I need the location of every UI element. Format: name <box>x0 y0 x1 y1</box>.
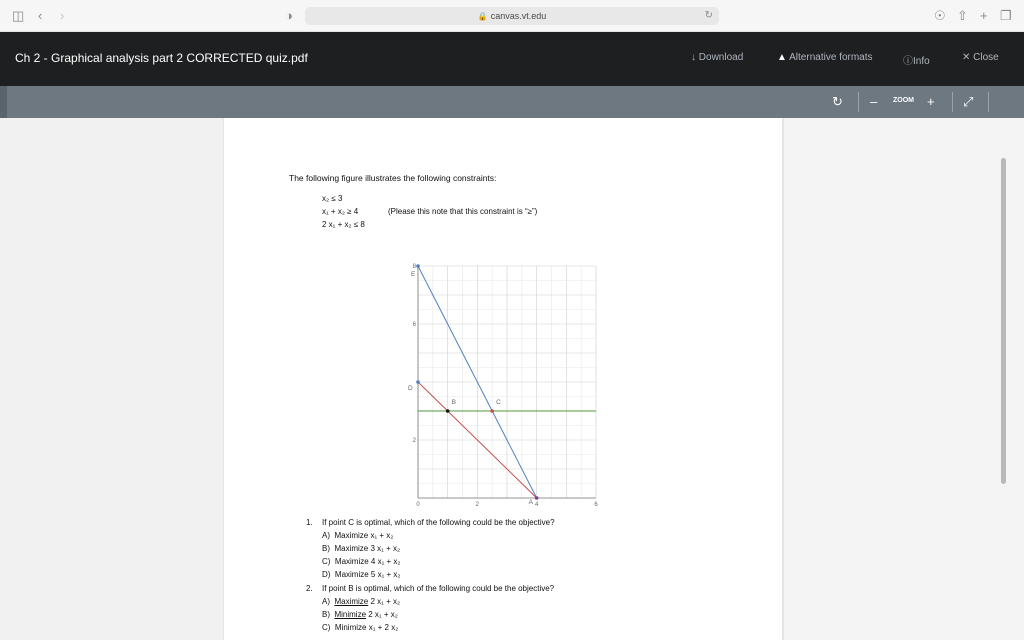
q1-option-b <box>322 544 400 553</box>
question-1-number: 1. <box>306 518 313 527</box>
forward-icon[interactable]: › <box>60 8 65 23</box>
option-verb: Maximize <box>334 544 369 553</box>
constraint-2: x₁ + x₂ ≥ 4 <box>322 207 359 216</box>
point-label-a: A <box>528 499 534 506</box>
constraint-3: 2 x₁ + x₂ ≤ 8 <box>322 220 365 229</box>
point-a <box>535 496 539 500</box>
point-label-c: C <box>496 399 501 406</box>
point-label-e: E <box>411 271 416 278</box>
viewer-content[interactable] <box>0 118 1024 640</box>
constraints-chart <box>400 254 610 514</box>
tab-overview-icon[interactable]: ❐ <box>1000 8 1012 23</box>
share-icon[interactable]: ⇧ <box>957 8 968 23</box>
q1-option-d <box>322 570 401 579</box>
fullscreen-icon[interactable]: ⤢ <box>963 94 974 109</box>
point-label-d: D <box>408 385 413 392</box>
document-title: Ch 2 - Graphical analysis part 2 CORRECTED quiz.pdf <box>15 51 308 65</box>
url-text: canvas.vt.edu <box>490 11 547 21</box>
sidebar-toggle-icon[interactable]: ◫ <box>12 8 25 23</box>
option-letter: D) <box>322 570 331 579</box>
point-c <box>490 409 494 413</box>
privacy-shield-icon[interactable]: ◑ <box>285 8 293 23</box>
option-expr: x₁ + 2 x₂ <box>368 623 399 632</box>
x-tick-label: 2 <box>475 502 480 508</box>
zoom-in-icon[interactable]: + <box>927 94 935 109</box>
toolbar-accent <box>0 86 7 118</box>
question-2-number: 2. <box>306 584 313 593</box>
toolbar-divider <box>952 92 953 112</box>
pdf-toolbar <box>0 86 1024 118</box>
q1-option-a <box>322 531 393 540</box>
option-letter: A) <box>322 531 330 540</box>
y-tick-label: 8 <box>412 264 416 270</box>
zoom-label: ZOOM <box>893 97 914 104</box>
new-tab-icon[interactable]: + <box>980 8 988 23</box>
x-tick-label: 0 <box>416 502 420 508</box>
download-button[interactable] <box>691 52 743 63</box>
downloads-icon[interactable]: ☉ <box>934 8 946 23</box>
point-b <box>446 409 450 413</box>
option-letter: C) <box>322 557 331 566</box>
option-letter: C) <box>322 623 331 632</box>
y-tick-label: 6 <box>412 322 416 328</box>
lock-icon: 🔒 <box>477 12 488 21</box>
q1-option-c <box>322 557 401 566</box>
pdf-page <box>224 118 782 640</box>
option-verb: Maximize <box>334 597 369 606</box>
toolbar-divider <box>858 92 859 112</box>
alternative-formats-button[interactable] <box>777 52 873 63</box>
back-icon[interactable]: ‹ <box>38 8 43 23</box>
info-icon: ⓘ <box>903 56 913 67</box>
browser-toolbar <box>0 0 1024 32</box>
alternative-formats-label: Alternative formats <box>789 52 873 63</box>
info-button[interactable] <box>903 52 930 67</box>
option-expr: 2 x₁ + x₂ <box>370 597 401 606</box>
option-verb: Minimize <box>334 623 367 632</box>
constraint-1: x₂ ≤ 3 <box>322 194 343 203</box>
close-icon: ✕ <box>962 52 971 63</box>
question-1-text: If point C is optimal, which of the following could be the objective? <box>322 518 555 527</box>
y-tick-label: 2 <box>412 438 416 444</box>
close-label: Close <box>973 52 999 63</box>
alternative-formats-icon: ▲ <box>777 52 787 63</box>
zoom-out-icon[interactable]: – <box>870 94 878 109</box>
download-label: Download <box>698 52 744 63</box>
option-verb: Minimize <box>334 610 367 619</box>
intro-text: The following figure illustrates the following constraints: <box>289 173 497 183</box>
option-expr: x₁ + x₂ <box>370 531 394 540</box>
point-d <box>416 380 420 384</box>
option-letter: B) <box>322 544 330 553</box>
reload-icon[interactable]: ↻ <box>704 10 713 21</box>
q2-option-b <box>322 610 398 619</box>
right-margin-pane <box>783 118 1024 640</box>
info-label: Info <box>913 56 930 67</box>
q2-option-c <box>322 623 398 632</box>
point-label-b: B <box>451 399 457 406</box>
option-expr: 5 x₁ + x₂ <box>370 570 401 579</box>
option-expr: 4 x₁ + x₂ <box>370 557 401 566</box>
x-tick-label: 4 <box>534 502 539 508</box>
option-verb: Maximize <box>334 531 369 540</box>
point-e <box>416 264 420 268</box>
option-verb: Maximize <box>334 557 369 566</box>
option-letter: B) <box>322 610 330 619</box>
option-verb: Maximize <box>334 570 369 579</box>
rotate-icon[interactable]: ↻ <box>832 94 843 109</box>
constraint-note: (Please this note that this constraint is “≥”) <box>388 207 538 216</box>
close-button[interactable] <box>962 52 999 63</box>
vertical-scrollbar[interactable] <box>1001 158 1006 484</box>
address-bar[interactable] <box>305 7 719 25</box>
option-expr: 2 x₁ + x₂ <box>368 610 398 619</box>
q2-option-a <box>322 597 400 606</box>
question-2-text: If point B is optimal, which of the following could be the objective? <box>322 584 555 593</box>
toolbar-divider <box>988 92 989 112</box>
option-letter: A) <box>322 597 330 606</box>
x-tick-label: 6 <box>594 502 598 508</box>
file-viewer-header <box>0 32 1024 86</box>
option-expr: 3 x₁ + x₂ <box>370 544 401 553</box>
download-icon: ↓ <box>691 52 696 63</box>
